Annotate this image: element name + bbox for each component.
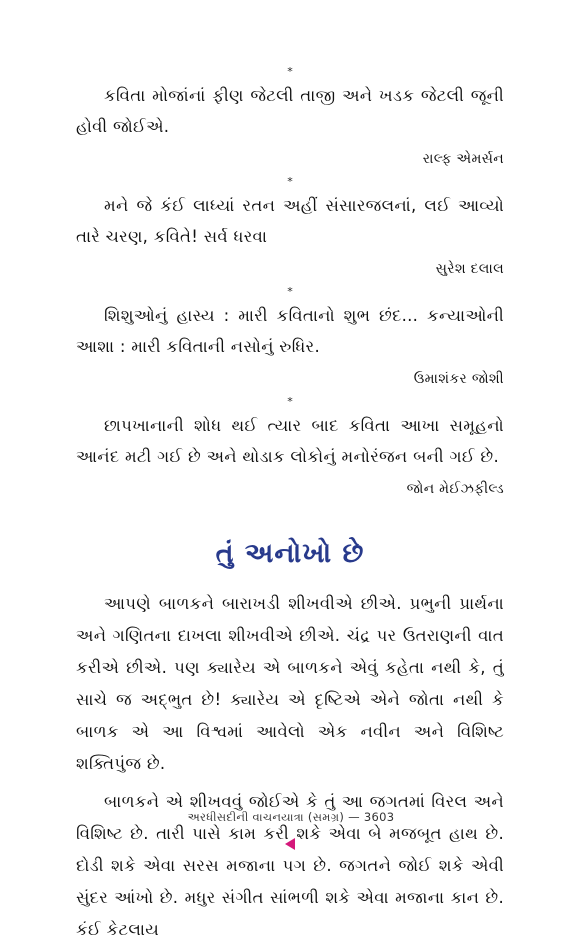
star-separator: * [287,175,293,188]
quote-author: સુરેશ દલાલ [435,261,504,277]
page-footer: અરધીસદીની વાચનયાત્રા (સમગ્ર) — 3603 [187,810,395,824]
quote-block [76,286,504,390]
quote-text: કવિતા મોજાંનાં ફીણ જેટલી તાજી અને ખડક જેટલી જૂની હોવી જોઈએ. [76,86,504,136]
star-separator: * [287,285,293,298]
quote-author: રાલ્ફ એમર્સન [422,151,504,167]
star-separator: * [287,395,293,408]
star-separator: * [287,65,293,78]
quote-block [76,176,504,280]
article-paragraph: બાળકને એ શીખવવું જોઈએ કે તું આ જગતમાં વિરલ અને વિશિષ્ટ છે. તારી પાસે કામ કરી શકે એવા બે મજબૂત હાથ છે. દોડી શકે એવા સરસ મજાના પગ છે. જગતને જોઈ શકે એવી સુંદર આંખો છે. મધુર સંગીત સાંભળી શકે એવા મજાના કાન છે. કંઈ કેટલાય [76,792,504,939]
quote-block [76,396,504,500]
triangle-left-icon[interactable] [285,838,295,850]
article-paragraph: આપણે બાળકને બારાખડી શીખવીએ છીએ. પ્રભુની પ્રાર્થના અને ગણિતના દાખલા શીખવીએ છીએ. ચંદ્ર પર ઉતરાણની વાત કરીએ છીએ. પણ ક્યારેય એ બાળકને એવું કહેતા નથી કે, તું સાચે જ અદ્ભુત છે! ક્યારેય એ દૃષ્ટિએ એને જોતા નથી કે બાળક એ આ વિશ્વમાં આવેલો એક નવીન અને વિશિષ્ટ શક્તિપુંજ છે. [76,594,504,773]
quote-block [76,66,504,170]
quote-text: મને જે કંઈ લાધ્યાં રતન અહીં સંસારજલનાં, લઈ આવ્યો તારે ચરણ, કવિતે! સર્વ ધરવા [76,196,504,246]
quote-author: જોન મેઈઝફીલ્ડ [406,481,504,497]
quote-author: ઉમાશંકર જોશી [413,371,504,387]
quote-text: શિશુઓનું હાસ્ય : મારી કવિતાનો શુભ છંદ... કન્યાઓની આશા : મારી કવિતાની નસોનું રુધિર. [76,306,504,356]
quote-text: છાપખાનાની શોધ થઈ ત્યાર બાદ કવિતા આખા સમૂહનો આનંદ મટી ગઈ છે અને થોડાક લોકોનું મનોરંજન બની ગઈ છે. [76,416,504,466]
article-title: તું અનોખો છે [215,538,365,569]
